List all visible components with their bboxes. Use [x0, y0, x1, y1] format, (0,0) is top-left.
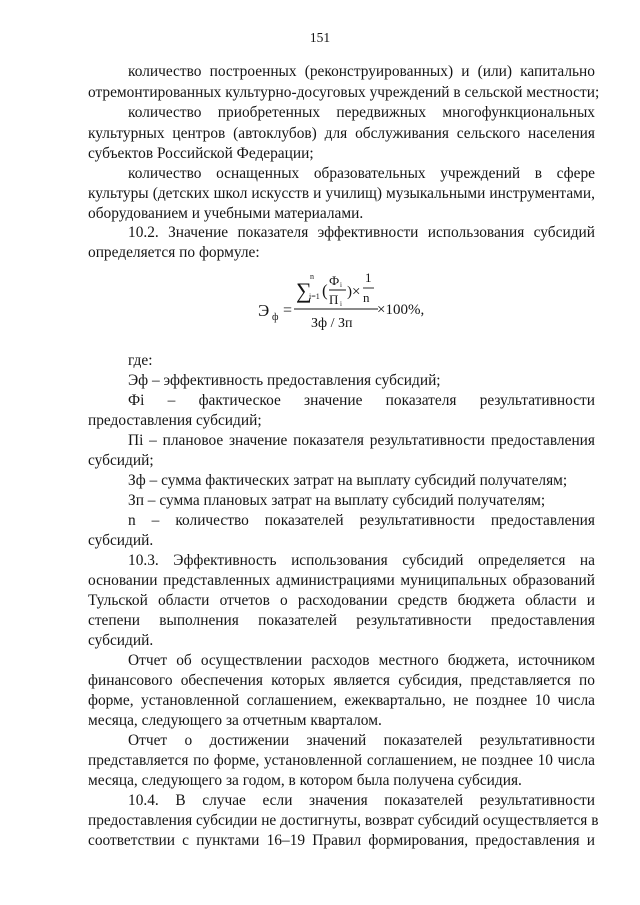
text-line: n – количество показателей результативности предоставления	[128, 512, 595, 529]
formula-den-p: П	[329, 292, 339, 307]
text-line: субсидий.	[88, 632, 154, 649]
text-line: где:	[128, 352, 153, 369]
text-line: 10.2. Значение показателя эффективности использования субсидий	[128, 224, 595, 241]
text-line: Отчет о достижении значений показателей результативности	[128, 732, 595, 749]
formula-sum-lower: i=1	[309, 292, 320, 301]
text-line: 10.3. Эффективность использования субсидий определяется на	[128, 552, 595, 569]
text-line: Пi – плановое значение показателя результативности предоставления	[128, 432, 595, 449]
text-line: культуры (детских школ искусств и училищ) музыкальными инструментами,	[88, 185, 595, 202]
formula-sum-sign: ∑	[296, 278, 312, 303]
text-line: количество приобретенных передвижных многофункциональных	[128, 104, 595, 121]
text-line: форме, установленной соглашением, ежеквартально, не позднее 10 числа	[88, 692, 595, 709]
text-line: Эф – эффективность предоставления субсидий;	[128, 372, 441, 389]
formula-tail: ×100%,	[377, 302, 425, 318]
text-line: финансового обеспечения которых является субсидия, представляется по	[88, 672, 595, 689]
formula-lparen: (	[322, 281, 328, 300]
text-line: степени выполнения показателей результативности предоставления	[88, 612, 595, 629]
formula-denominator: Зф / Зп	[311, 316, 353, 331]
text-line: соответствии с пунктами 16–19 Правил формирования, предоставления и	[88, 832, 595, 849]
formula-one: 1	[365, 270, 372, 285]
formula-equals: =	[283, 302, 293, 319]
formula-lhs-sub: ф	[272, 312, 279, 323]
text-line: основании представленных администрациями муниципальных образований	[88, 572, 595, 589]
formula-num-f-sub: i	[340, 281, 342, 289]
text-line: 10.4. В случае если значения показателей результативности	[128, 792, 595, 809]
text-line: Отчет об осуществлении расходов местного бюджета, источником	[128, 652, 595, 669]
formula-sum-upper: n	[310, 272, 314, 281]
page-number: 151	[309, 30, 331, 45]
formula-num-f: Ф	[329, 273, 340, 288]
text-line: представляется по форме, установленной соглашением, не позднее 10 числа	[88, 752, 595, 769]
text-line: оборудованием и учебными материалами.	[88, 205, 364, 222]
text-line: предоставления субсидии не достигнуты, возврат субсидий осуществляется в	[88, 812, 599, 829]
text-line: определяется по формуле:	[88, 244, 260, 261]
text-line: Зф – сумма фактических затрат на выплату субсидий получателям;	[128, 472, 568, 489]
text-line: субсидий;	[88, 452, 154, 469]
formula-lhs: Э	[258, 301, 270, 320]
text-line: количество построенных (реконструированных) и (или) капитально	[128, 63, 595, 80]
text-line: культурных центров (автоклубов) для обслуживания сельского населения	[88, 125, 595, 142]
formula-den-p-sub: i	[340, 300, 342, 308]
formula-rparen-times: )×	[347, 284, 361, 300]
text-line: месяца, следующего за отчетным кварталом.	[88, 712, 382, 729]
text-line: субъектов Российской Федерации;	[88, 145, 314, 162]
formula-n: n	[363, 290, 370, 305]
text-line: Тульской области отчетов о расходовании средств бюджета области и	[88, 592, 595, 609]
text-line: отремонтированных культурно-досуговых учреждений в сельской местности;	[88, 84, 600, 101]
text-line: предоставления субсидий;	[88, 412, 262, 429]
text-line: Фi – фактическое значение показателя результативности	[128, 392, 595, 409]
text-line: количество оснащенных образовательных учреждений в сфере	[128, 165, 595, 182]
text-line: субсидий.	[88, 532, 154, 549]
text-line: Зп – сумма плановых затрат на выплату субсидий получателям;	[128, 492, 546, 509]
text-line: месяца, следующего за годом, в котором была получена субсидия.	[88, 772, 522, 789]
